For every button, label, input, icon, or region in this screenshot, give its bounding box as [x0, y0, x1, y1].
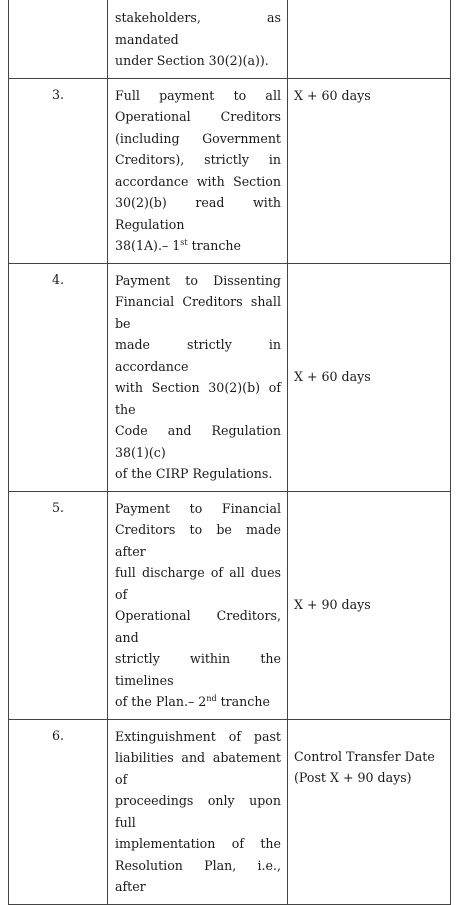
description-cell: [108, 78, 288, 263]
description-line: liabilities and abatement of: [115, 750, 281, 787]
resolution-plan-timeline-table: [8, 0, 451, 905]
serial-number-cell: [9, 0, 108, 78]
timeline-line: (Post X + 90 days): [294, 770, 412, 785]
description-line: under Section 30(2)(a)).: [115, 53, 269, 68]
description-line: Extinguishment of past: [115, 728, 281, 744]
description-line: Creditors), strictly in: [115, 152, 281, 167]
serial-number-cell: 3.: [9, 78, 108, 263]
description-text: tranche: [187, 238, 241, 253]
table-row: [9, 719, 451, 904]
table-row: [9, 0, 451, 78]
description-line: [115, 235, 281, 257]
table-row: [9, 491, 451, 719]
description-line: with Section 30(2)(b) of the: [115, 380, 281, 417]
description-line: full discharge of all dues of: [115, 565, 281, 602]
description-line: proceedings only upon full: [115, 793, 281, 830]
description-line: stakeholders, as mandated: [115, 10, 281, 47]
serial-number-cell: 4.: [9, 263, 108, 491]
description-line: Financial Creditors shall be: [115, 294, 281, 331]
timeline-cell: [288, 719, 451, 904]
serial-number-cell: 5.: [9, 491, 108, 719]
description-line: Creditors to be made after: [115, 522, 281, 559]
description-line: Code and Regulation 38(1)(c): [115, 423, 281, 460]
description-line: accordance with Section: [115, 173, 281, 189]
description-line: of the CIRP Regulations.: [115, 466, 273, 481]
description-line: strictly within the timelines: [115, 651, 281, 688]
timeline-cell: X + 60 days: [288, 78, 451, 263]
ordinal-suffix: nd: [206, 693, 217, 703]
table-row: [9, 78, 451, 263]
description-text: of the Plan.– 2: [115, 694, 207, 709]
description-line: implementation of the: [115, 836, 281, 851]
description-line: Operational Creditors, and: [115, 608, 281, 645]
description-line: 30(2)(b) read with Regulation: [115, 195, 281, 232]
description-line: Resolution Plan, i.e., after: [115, 857, 281, 894]
ordinal-suffix: st: [180, 237, 188, 247]
description-text: 38(1A).– 1: [115, 238, 181, 253]
description-line: Full payment to all: [115, 87, 281, 103]
table-row: [9, 263, 451, 491]
description-line: Operational Creditors: [115, 109, 281, 124]
description-text: tranche: [216, 694, 270, 709]
timeline-cell: X + 60 days: [288, 263, 451, 491]
description-cell: [108, 719, 288, 904]
description-cell: [108, 0, 288, 78]
timeline-line: Control Transfer Date: [294, 748, 435, 764]
timeline-cell: [288, 0, 451, 78]
serial-number-cell: 6.: [9, 719, 108, 904]
description-line: Payment to Dissenting: [115, 272, 281, 288]
timeline-cell: X + 90 days: [288, 491, 451, 719]
description-cell: [108, 491, 288, 719]
description-line: Payment to Financial: [115, 500, 281, 516]
description-line: made strictly in accordance: [115, 337, 281, 374]
description-cell: [108, 263, 288, 491]
description-line: (including Government: [115, 130, 281, 146]
description-line: [115, 691, 281, 713]
